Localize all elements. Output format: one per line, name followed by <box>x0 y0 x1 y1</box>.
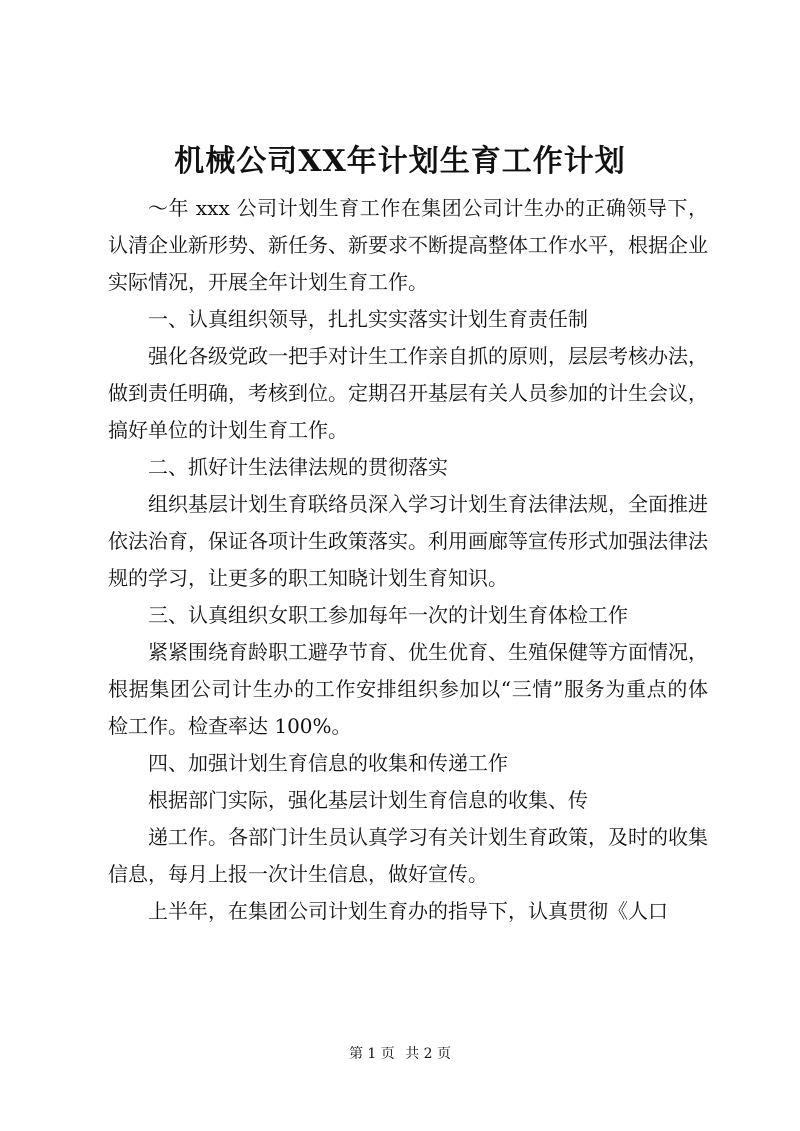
section-heading-2: 二、抓好计生法律法规的贯彻落实 <box>148 455 448 479</box>
paragraph-intro: ～年 xxx 公司计划生育工作在集团公司计生办的正确领导下，认清企业新形势、新任务、新要求不断提高整体工作水平，根据企业实际情况，开展全年计划生育工作。 <box>108 196 708 294</box>
paragraph-section-4b: 递工作。各部门计生员认真学习有关计划生育政策，及时的收集信息，每月上报一次计生信息，做好宣传。 <box>108 825 708 886</box>
paragraph-section-1: 强化各级党政一把手对计生工作亲自抓的原则，层层考核办法，做到责任明确，考核到位。定期召开基层有关人员参加的计生会议，搞好单位的计划生育工作。 <box>108 344 708 442</box>
paragraph-section-3: 紧紧围绕育龄职工避孕节育、优生优育、生殖保健等方面情况，根据集团公司计生办的工作安排组织参加以“三情”服务为重点的体检工作。检查率达 100%。 <box>108 640 708 738</box>
document-body <box>108 190 708 930</box>
document-title: 机械公司XX年计划生育工作计划 <box>174 144 626 179</box>
paragraph-section-2: 组织基层计划生育联络员深入学习计划生育法律法规，全面推进依法治育，保证各项计生政策落实。利用画廊等宣传形式加强法律法规的学习，让更多的职工知晓计划生育知识。 <box>108 492 708 590</box>
section-heading-1: 一、认真组织领导，扎扎实实落实计划生育责任制 <box>148 307 588 331</box>
page-total: 共 2 页 <box>405 1046 452 1062</box>
paragraph-section-4a: 根据部门实际，强化基层计划生育信息的收集、传 <box>148 788 588 812</box>
section-heading-4: 四、加强计划生育信息的收集和传递工作 <box>148 751 508 775</box>
paragraph-first-half: 上半年，在集团公司计划生育办的指导下，认真贯彻《人口 <box>148 899 668 923</box>
page-footer <box>0 1044 800 1064</box>
page-number: 第 1 页 <box>348 1046 395 1062</box>
section-heading-3: 三、认真组织女职工参加每年一次的计划生育体检工作 <box>148 603 628 627</box>
